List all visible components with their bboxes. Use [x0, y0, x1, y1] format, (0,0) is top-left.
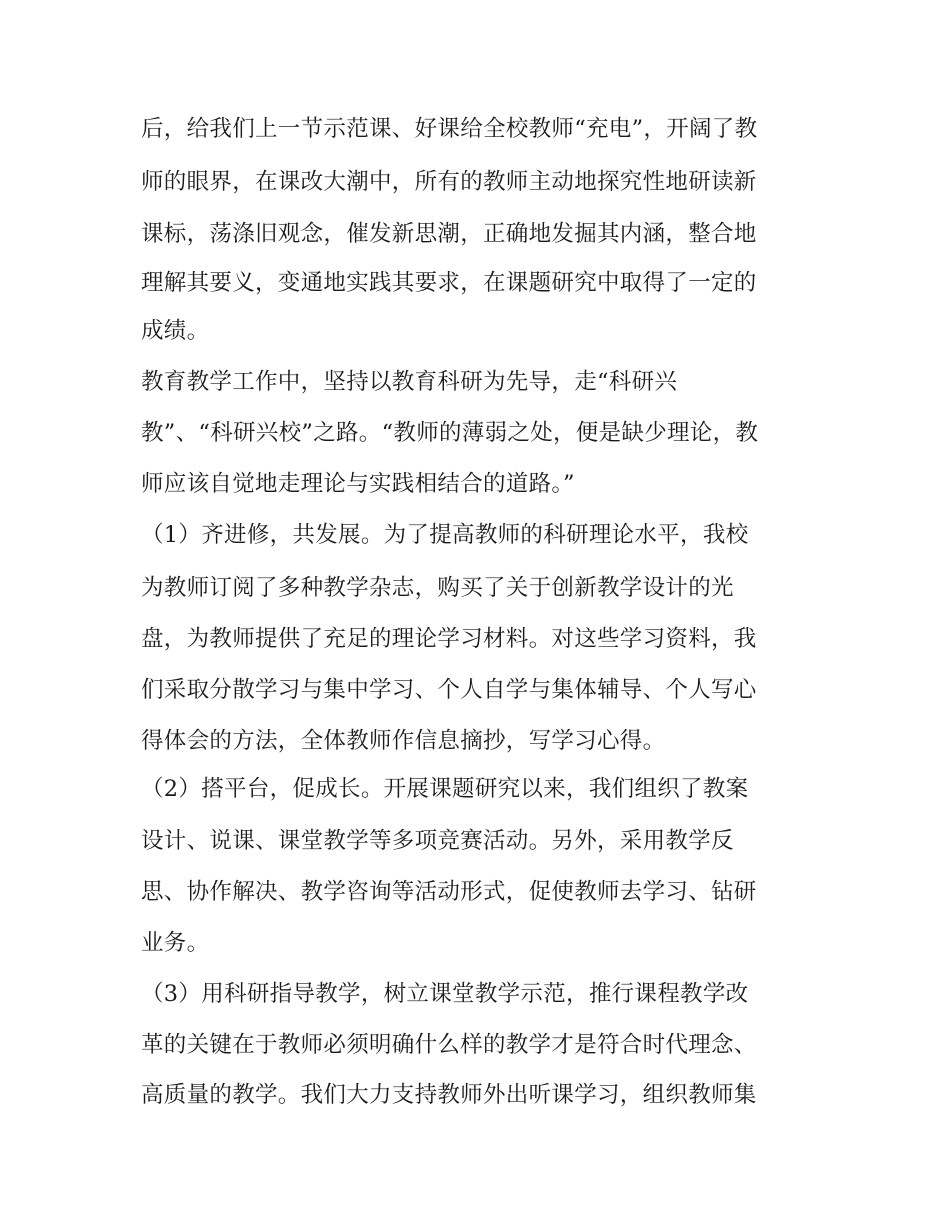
text-line: 盘，为教师提供了充足的理论学习材料。对这些学习资料，我 [141, 626, 757, 652]
text-line: 为教师订阅了多种教学杂志，购买了关于创新教学设计的光 [141, 575, 734, 601]
text-line: 理解其要义，变通地实践其要求，在课题研究中取得了一定的 [141, 270, 757, 296]
text-line: 业务。 [141, 930, 210, 956]
text-line: 教”、“科研兴校”之路。“教师的薄弱之处，便是缺少理论，教 [141, 420, 759, 446]
text-line: 高质量的教学。我们大力支持教师外出听课学习，组织教师集 [141, 1082, 757, 1108]
text-line: 思、协作解决、教学咨询等活动形式，促使教师去学习、钻研 [141, 879, 757, 905]
text-line: 革的关键在于教师必须明确什么样的教学才是符合时代理念、 [141, 1032, 757, 1058]
text-line: 成绩。 [141, 318, 210, 344]
text-line: 师应该自觉地走理论与实践相结合的道路。” [141, 471, 575, 497]
text-line: 后，给我们上一节示范课、好课给全校教师“充电”，开阔了教 [141, 116, 758, 142]
text-line: （2）搭平台，促成长。开展课题研究以来，我们组织了教案 [141, 776, 749, 802]
text-line: 们采取分散学习与集中学习、个人自学与集体辅导、个人写心 [141, 677, 757, 703]
text-line: 师的眼界，在课改大潮中，所有的教师主动地探究性地研读新 [141, 169, 757, 195]
text-line: （3）用科研指导教学，树立课堂教学示范，推行课程教学改 [141, 981, 749, 1007]
text-line: 课标，荡涤旧观念，催发新思潮，正确地发掘其内涵，整合地 [141, 221, 757, 247]
text-line: 教育教学工作中，坚持以教育科研为先导，走“科研兴 [141, 369, 678, 395]
text-line: （1）齐进修，共发展。为了提高教师的科研理论水平，我校 [141, 522, 749, 548]
text-line: 设计、说课、课堂教学等多项竞赛活动。另外，采用教学反 [141, 828, 734, 854]
text-line: 得体会的方法，全体教师作信息摘抄，写学习心得。 [141, 728, 666, 754]
